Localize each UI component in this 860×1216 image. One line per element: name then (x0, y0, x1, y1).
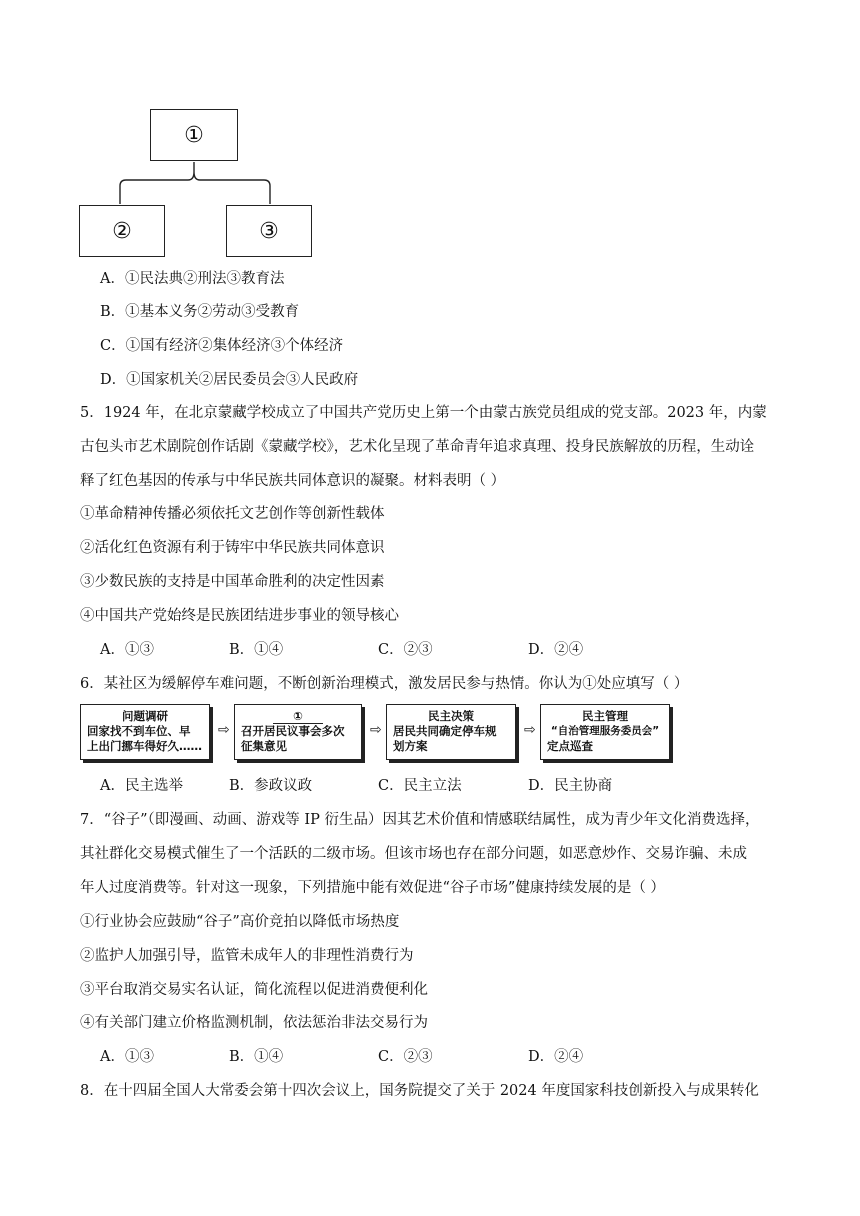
q5-item: ②活化红色资源有利于铸牢中华民族共同体意识 (80, 540, 385, 556)
q7-item: ③平台取消交易实名认证，简化流程以促进消费便利化 (80, 982, 428, 998)
q7-stem-line: 7．“谷子”（即漫画、动画、游戏等 IP 衍生品）因其艺术价值和情感联结属性，成为青少年文化消费选择， (80, 812, 760, 828)
flow-step-body: 划方案 (393, 739, 428, 753)
q7-item: ②监护人加强引导，监管未成年人的非理性消费行为 (80, 948, 414, 964)
flow-step-blank (234, 704, 362, 760)
q5-stem-line: 古包头市艺术剧院创作话剧《蒙藏学校》，艺术化呈现了革命青年追求真理、投身民族解放的历程，生动诠 (80, 439, 755, 455)
q6-option-d: D．民主协商 (528, 778, 613, 794)
flow-step-body: “自治管理服务委员会” (550, 725, 660, 737)
q4-option-d: D．①国家机关②居民委员会③人民政府 (100, 372, 359, 388)
flow-step-body: 定点巡查 (547, 739, 593, 753)
q7-stem-line: 其社群化交易模式催生了一个活跃的二级市场。但该市场也存在部分问题，如恶意炒作、交易诈骗、未成 (80, 846, 747, 862)
flow-step-title: 民主决策 (428, 709, 474, 723)
diagram-right-label: ③ (259, 218, 279, 244)
diagram-brace (118, 160, 278, 206)
q7-stem-line: 年人过度消费等。针对这一现象，下列措施中能有效促进“谷子市场”健康持续发展的是（ ） (80, 880, 665, 896)
flow-step-body: 回家找不到车位、早 (87, 724, 191, 738)
flow-arrow-icon: ⇨ (524, 722, 536, 738)
q8-stem-line: 8．在十四届全国人大常委会第十四次会议上，国务院提交了关于 2024 年度国家科技创新投入与成果转化 (80, 1083, 759, 1099)
q5-stem-line: 释了红色基因的传承与中华民族共同体意识的凝聚。材料表明（ ） (80, 473, 506, 489)
flow-step-body: 召开居民议事会多次 (241, 724, 345, 738)
q5-option-d: D．②④ (528, 642, 584, 658)
q7-option-c: C．②③ (378, 1049, 433, 1065)
flow-step-title: 民主管理 (582, 709, 628, 723)
q6-stem: 6．某社区为缓解停车难问题，不断创新治理模式，激发居民参与热情。你认为①处应填写（ ） (80, 676, 689, 692)
flow-step-title: 问题调研 (122, 709, 168, 723)
q7-option-a: A．①③ (100, 1049, 154, 1065)
diagram-left-box (79, 205, 165, 257)
q4-option-a: A．①民法典②刑法③教育法 (100, 271, 285, 287)
q6-option-a: A．民主选举 (100, 778, 183, 794)
q5-item: ③少数民族的支持是中国革命胜利的决定性因素 (80, 574, 385, 590)
diagram-top-label: ① (184, 122, 204, 148)
q5-item: ④中国共产党始终是民族团结进步事业的领导核心 (80, 608, 399, 624)
flow-arrow-icon: ⇨ (218, 722, 230, 738)
q7-option-b: B．①④ (229, 1049, 284, 1065)
q4-option-c: C．①国有经济②集体经济③个体经济 (100, 338, 344, 354)
flow-step-research (80, 704, 210, 760)
flow-step-title (235, 709, 361, 724)
q4-option-b: B．①基本义务②劳动③受教育 (100, 304, 300, 320)
diagram-left-label: ② (112, 218, 132, 244)
q5-option-c: C．②③ (378, 642, 433, 658)
flow-step-decision (386, 704, 516, 760)
flow-step-body: 上出门挪车得好久…… (87, 739, 202, 753)
q5-item: ①革命精神传播必须依托文艺创作等创新性载体 (80, 506, 385, 522)
q6-option-b: B．参政议政 (229, 778, 313, 794)
flow-step-body: 征集意见 (241, 739, 287, 753)
q5-option-a: A．①③ (100, 642, 154, 658)
q7-item: ①行业协会应鼓励“谷子”高价竞拍以降低市场热度 (80, 914, 400, 930)
q5-option-b: B．①④ (229, 642, 284, 658)
flow-arrow-icon: ⇨ (370, 722, 382, 738)
diagram-top-box (150, 109, 238, 161)
flow-blank-label: ① (273, 709, 323, 724)
q7-option-d: D．②④ (528, 1049, 584, 1065)
q5-stem-line: 5．1924 年，在北京蒙藏学校成立了中国共产党历史上第一个由蒙古族党员组成的党支部。2023 年，内蒙 (80, 405, 767, 421)
q6-option-c: C．民主立法 (378, 778, 462, 794)
flow-step-management (540, 704, 670, 760)
q7-item: ④有关部门建立价格监测机制，依法惩治非法交易行为 (80, 1015, 428, 1031)
diagram-right-box (226, 205, 312, 257)
flow-step-body: 居民共同确定停车规 (393, 724, 497, 738)
